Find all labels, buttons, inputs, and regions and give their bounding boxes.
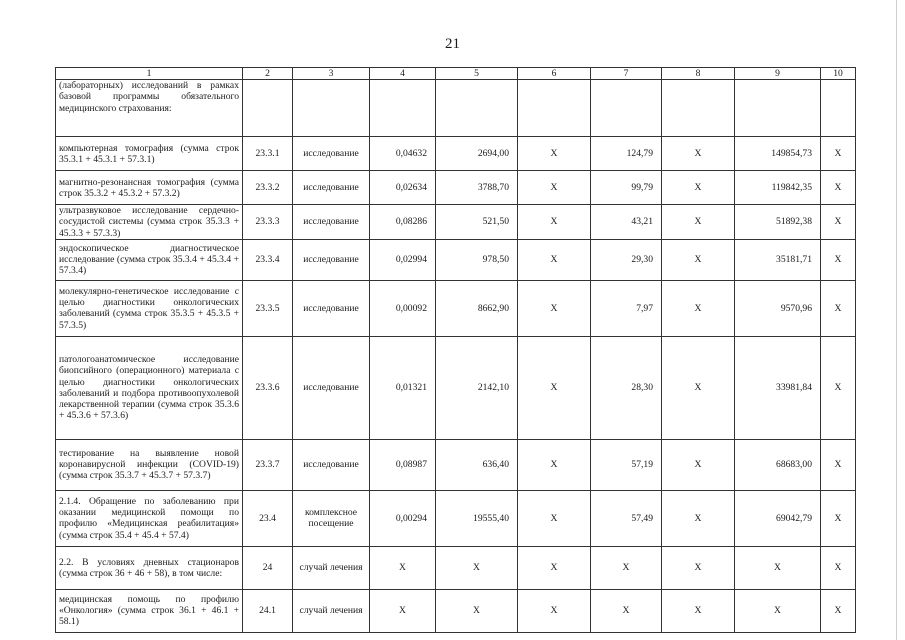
table-cell: 2142,10 [436, 336, 518, 439]
table-row [56, 205, 856, 240]
table-cell: X [436, 589, 518, 632]
column-header: 4 [370, 68, 436, 80]
column-header: 3 [293, 68, 370, 80]
table-cell: X [821, 546, 856, 589]
table-cell: 23.3.4 [243, 239, 293, 280]
row-name-cell: эндоскопическое диагностическое исследование (сумма строк 35.3.4 + 45.3.4 + 57.3.4) [56, 239, 243, 280]
table-cell: X [436, 546, 518, 589]
table-cell: X [370, 546, 436, 589]
table-cell: X [662, 137, 735, 171]
table-cell: X [518, 490, 591, 546]
table-cell: 24.1 [243, 589, 293, 632]
table-cell: X [821, 336, 856, 439]
table-cell: случай лечения [293, 589, 370, 632]
table-cell [662, 80, 735, 137]
column-header: 9 [735, 68, 821, 80]
table-cell: исследование [293, 280, 370, 336]
table-cell: X [662, 546, 735, 589]
table-cell: 19555,40 [436, 490, 518, 546]
table-cell: 0,00092 [370, 280, 436, 336]
table-cell: 23.4 [243, 490, 293, 546]
table-cell: X [821, 239, 856, 280]
table-cell: 23.3.6 [243, 336, 293, 439]
data-table [55, 67, 856, 633]
table-cell: 33981,84 [735, 336, 821, 439]
row-name-cell: магнитно-резонансная томография (сумма строк 35.3.2 + 45.3.2 + 57.3.2) [56, 171, 243, 205]
table-cell: X [591, 589, 662, 632]
row-name-cell: компьютерная томография (сумма строк 35.3.1 + 45.3.1 + 57.3.1) [56, 137, 243, 171]
table-cell: X [518, 239, 591, 280]
table-cell: X [821, 205, 856, 240]
table-cell: X [662, 439, 735, 490]
table-cell: X [591, 546, 662, 589]
table-cell: 23.3.5 [243, 280, 293, 336]
table-cell: X [518, 439, 591, 490]
table-cell: 23.3.1 [243, 137, 293, 171]
table-row [56, 589, 856, 632]
table-cell: 23.3.3 [243, 205, 293, 240]
table-cell: 51892,38 [735, 205, 821, 240]
table-cell: 9570,96 [735, 280, 821, 336]
table-cell: X [518, 137, 591, 171]
table-cell: 0,04632 [370, 137, 436, 171]
table-cell: X [370, 589, 436, 632]
table-cell: 0,00294 [370, 490, 436, 546]
table-cell: X [821, 280, 856, 336]
table-cell: 8662,90 [436, 280, 518, 336]
row-name-cell: молекулярно-генетическое исследование с целью диагностики онкологических заболеваний (сумма строк 35.3.5 + 45.3.5 + 57.3.5) [56, 280, 243, 336]
table-cell [735, 80, 821, 137]
table-cell: 69042,79 [735, 490, 821, 546]
table-cell: X [662, 336, 735, 439]
table-cell [518, 80, 591, 137]
table-cell: исследование [293, 336, 370, 439]
table-row [56, 280, 856, 336]
table-cell [591, 80, 662, 137]
row-name-cell: (лабораторных) исследований в рамках базовой программы обязательного медицинского страхования: [56, 80, 243, 137]
row-name-cell: медицинская помощь по профилю «Онкология» (сумма строк 36.1 + 46.1 + 58.1) [56, 589, 243, 632]
table-cell: 124,79 [591, 137, 662, 171]
column-header: 8 [662, 68, 735, 80]
table-cell: X [821, 490, 856, 546]
table-row [56, 171, 856, 205]
row-name-cell: ультразвуковое исследование сердечно-сосудистой системы (сумма строк 35.3.3 + 45.3.3 + 57.3.3) [56, 205, 243, 240]
table-cell: X [662, 171, 735, 205]
table-cell: исследование [293, 239, 370, 280]
column-header: 2 [243, 68, 293, 80]
table-cell: 978,50 [436, 239, 518, 280]
table-row [56, 137, 856, 171]
row-name-cell: 2.1.4. Обращение по заболеванию при оказании медицинской помощи по профилю «Медицинская реабилитация» (сумма строк 35.4 + 45.4 + 57.4) [56, 490, 243, 546]
table-row [56, 336, 856, 439]
table-cell: случай лечения [293, 546, 370, 589]
header-row [56, 68, 856, 80]
column-header: 5 [436, 68, 518, 80]
table-cell: X [821, 589, 856, 632]
table-cell: X [518, 280, 591, 336]
table-cell: 0,08286 [370, 205, 436, 240]
table-row [56, 546, 856, 589]
table-cell: X [518, 589, 591, 632]
table-row [56, 80, 856, 137]
table-cell [370, 80, 436, 137]
table-cell: 3788,70 [436, 171, 518, 205]
table-cell: 0,08987 [370, 439, 436, 490]
table-cell: X [662, 490, 735, 546]
table-cell: 7,97 [591, 280, 662, 336]
column-header: 6 [518, 68, 591, 80]
table-cell: 2694,00 [436, 137, 518, 171]
table-cell: 99,79 [591, 171, 662, 205]
table-cell [293, 80, 370, 137]
table-cell: 23.3.2 [243, 171, 293, 205]
table-cell: исследование [293, 137, 370, 171]
table-cell: 119842,35 [735, 171, 821, 205]
table-cell: 149854,73 [735, 137, 821, 171]
column-header: 10 [821, 68, 856, 80]
table-cell: исследование [293, 439, 370, 490]
table-row [56, 239, 856, 280]
table-cell: X [662, 205, 735, 240]
table-cell: 0,02634 [370, 171, 436, 205]
table-cell: X [662, 589, 735, 632]
table-cell: X [821, 171, 856, 205]
table-cell: X [518, 546, 591, 589]
table-cell: 521,50 [436, 205, 518, 240]
row-name-cell: 2.2. В условиях дневных стационаров (сумма строк 36 + 46 + 58), в том числе: [56, 546, 243, 589]
table-cell: X [518, 336, 591, 439]
table-cell: 29,30 [591, 239, 662, 280]
table-cell: X [735, 589, 821, 632]
table-cell: 0,01321 [370, 336, 436, 439]
row-name-cell: тестирование на выявление новой коронавирусной инфекции (COVID-19) (сумма строк 35.3.7 + 45.3.7 + 57.3.7) [56, 439, 243, 490]
table-cell: X [662, 239, 735, 280]
page-edge-line [896, 0, 897, 640]
table-cell: X [821, 439, 856, 490]
column-header: 7 [591, 68, 662, 80]
table-cell: X [518, 171, 591, 205]
table-cell: 28,30 [591, 336, 662, 439]
table-cell: 43,21 [591, 205, 662, 240]
table-cell: X [821, 137, 856, 171]
table-cell: 57,19 [591, 439, 662, 490]
table-cell: 57,49 [591, 490, 662, 546]
table-cell: 24 [243, 546, 293, 589]
table-cell: 35181,71 [735, 239, 821, 280]
table-cell: X [662, 280, 735, 336]
table-row [56, 439, 856, 490]
table-cell: 0,02994 [370, 239, 436, 280]
table-cell: 68683,00 [735, 439, 821, 490]
table-cell [436, 80, 518, 137]
table-cell: 23.3.7 [243, 439, 293, 490]
table-cell: X [518, 205, 591, 240]
table-row [56, 490, 856, 546]
table-cell [821, 80, 856, 137]
table-cell: X [735, 546, 821, 589]
table-cell: исследование [293, 171, 370, 205]
table-cell: комплексное посещение [293, 490, 370, 546]
table-cell: исследование [293, 205, 370, 240]
row-name-cell: патологоанатомическое исследование биопсийного (операционного) материала с целью диагностики онкологических заболеваний и подбора противоопухолевой лекарственной терапии (сумма строк 35.3.6 + 45.3.6 + 57.3.6) [56, 336, 243, 439]
table-cell: 636,40 [436, 439, 518, 490]
column-header: 1 [56, 68, 243, 80]
page-number: 21 [445, 36, 460, 52]
table-cell [243, 80, 293, 137]
